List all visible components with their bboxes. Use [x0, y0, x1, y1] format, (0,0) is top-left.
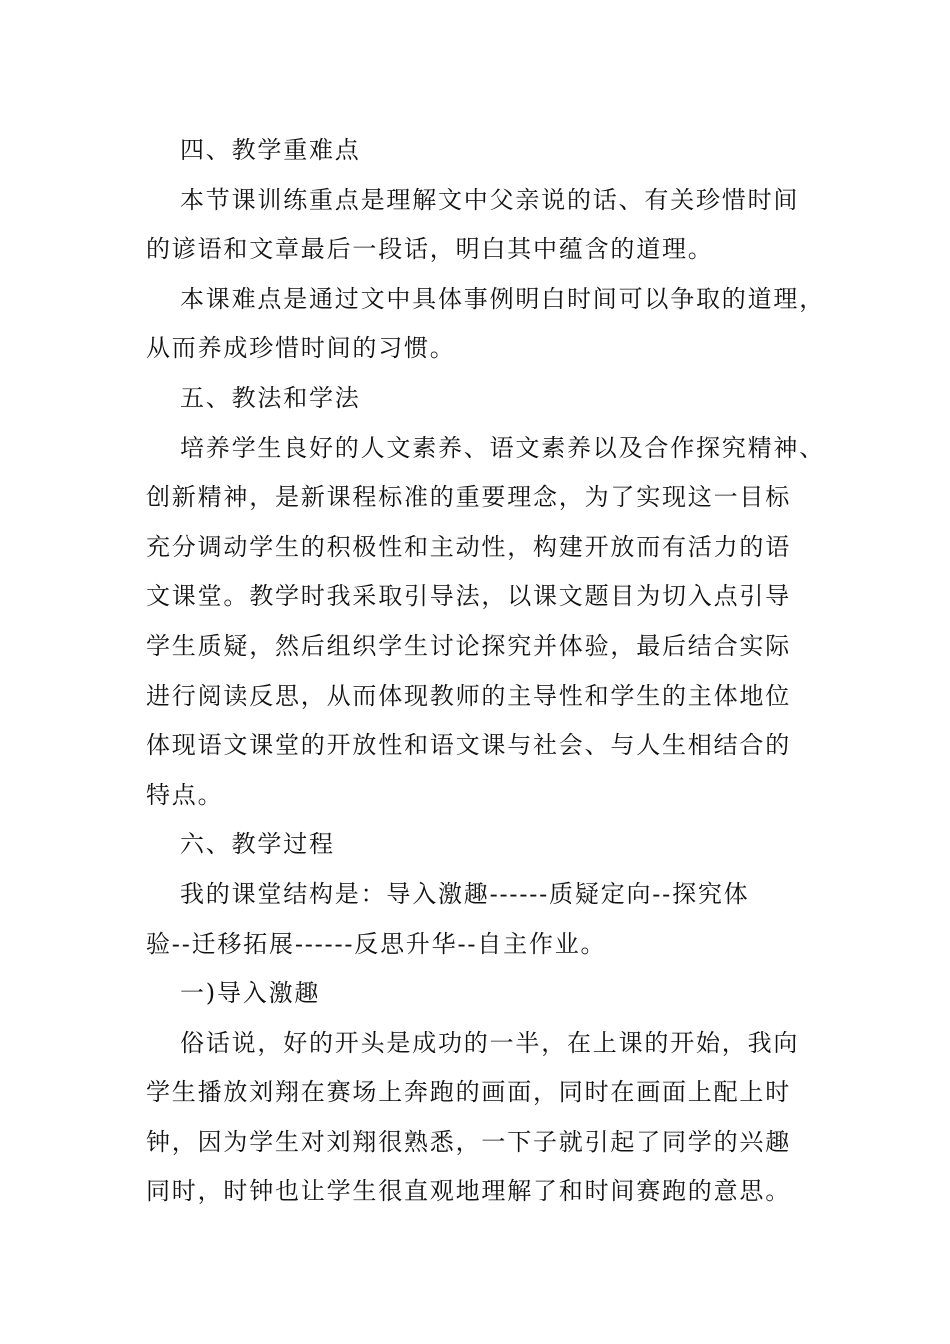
paragraph-line: 验--迁移拓展------反思升华--自主作业。	[146, 929, 607, 958]
section-heading-teaching-methods: 五、教法和学法	[180, 383, 361, 412]
paragraph-line: 从而养成珍惜时间的习惯。	[146, 334, 456, 363]
paragraph-line: 同时，时钟也让学生很直观地理解了和时间赛跑的意思。	[146, 1177, 791, 1206]
paragraph-line: 我的课堂结构是：导入激趣------质疑定向--探究体	[180, 879, 750, 908]
paragraph-line: 钟，因为学生对刘翔很熟悉，一下子就引起了同学的兴趣	[146, 1127, 791, 1156]
paragraph-line: 的谚语和文章最后一段话，明白其中蕴含的道理。	[146, 235, 714, 264]
document-body	[146, 126, 825, 1217]
paragraph-line: 文课堂。教学时我采取引导法，以课文题目为切入点引导	[146, 582, 791, 611]
paragraph-line: 培养学生良好的人文素养、语文素养以及合作探究精神、	[180, 433, 825, 462]
paragraph-line: 学生播放刘翔在赛场上奔跑的画面，同时在画面上配上时	[146, 1078, 791, 1107]
section-heading-teaching-process: 六、教学过程	[180, 830, 335, 859]
paragraph-line: 进行阅读反思，从而体现教师的主导性和学生的主体地位	[146, 681, 791, 710]
paragraph-line: 特点。	[146, 780, 224, 809]
paragraph-line: 学生质疑，然后组织学生讨论探究并体验，最后结合实际	[146, 631, 791, 660]
paragraph-line: 本课难点是通过文中具体事例明白时间可以争取的道理，	[180, 284, 825, 313]
subsection-heading-introduction: 一)导入激趣	[180, 979, 321, 1008]
paragraph-line: 本节课训练重点是理解文中父亲说的话、有关珍惜时间	[180, 185, 800, 214]
paragraph-line: 创新精神，是新课程标准的重要理念，为了实现这一目标	[146, 483, 791, 512]
paragraph-line: 俗话说，好的开头是成功的一半，在上课的开始，我向	[180, 1028, 800, 1057]
paragraph-line: 体现语文课堂的开放性和语文课与社会、与人生相结合的	[146, 731, 791, 760]
section-heading-teaching-focus: 四、教学重难点	[180, 136, 361, 164]
paragraph-line: 充分调动学生的积极性和主动性，构建开放而有活力的语	[146, 532, 791, 561]
